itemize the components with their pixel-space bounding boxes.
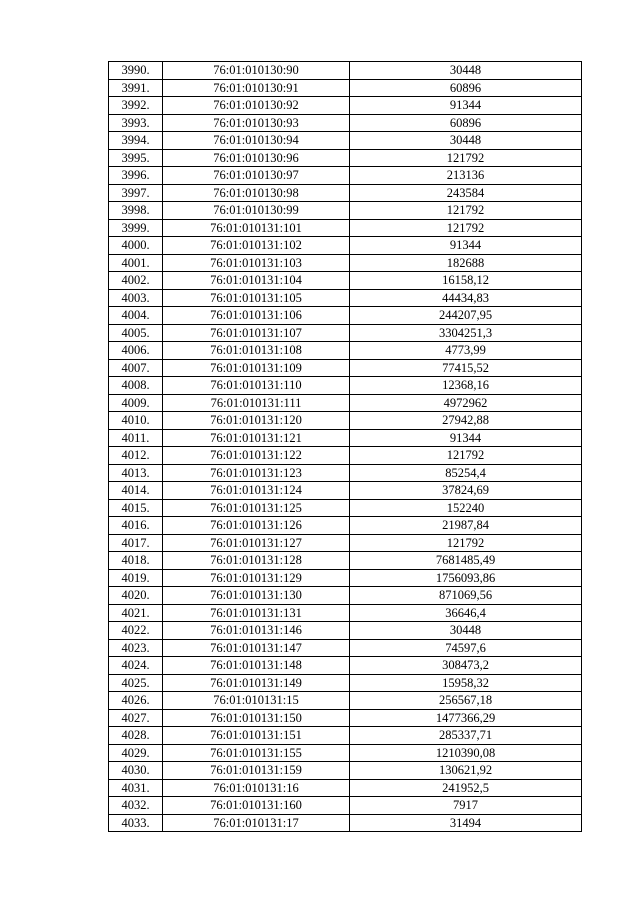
- table-row: [109, 342, 582, 360]
- value-cell: 77415,52: [350, 359, 582, 377]
- row-number-cell: 4018.: [109, 552, 163, 570]
- value-cell: 121792: [350, 219, 582, 237]
- cadastral-number-cell: 76:01:010131:104: [163, 272, 350, 290]
- value-cell: 91344: [350, 429, 582, 447]
- value-cell: 12368,16: [350, 377, 582, 395]
- row-number-cell: 4023.: [109, 639, 163, 657]
- value-cell: 285337,71: [350, 727, 582, 745]
- row-number-cell: 4007.: [109, 359, 163, 377]
- row-number-cell: 4009.: [109, 394, 163, 412]
- value-cell: 37824,69: [350, 482, 582, 500]
- value-cell: 7917: [350, 797, 582, 815]
- row-number-cell: 4000.: [109, 237, 163, 255]
- cadastral-number-cell: 76:01:010131:103: [163, 254, 350, 272]
- value-cell: 44434,83: [350, 289, 582, 307]
- cadastral-number-cell: 76:01:010131:125: [163, 499, 350, 517]
- table-row: [109, 167, 582, 185]
- value-cell: 30448: [350, 132, 582, 150]
- value-cell: 241952,5: [350, 779, 582, 797]
- table-row: [109, 604, 582, 622]
- cadastral-number-cell: 76:01:010131:123: [163, 464, 350, 482]
- row-number-cell: 3991.: [109, 79, 163, 97]
- table-row: [109, 394, 582, 412]
- row-number-cell: 4029.: [109, 744, 163, 762]
- cadastral-number-cell: 76:01:010130:97: [163, 167, 350, 185]
- cadastral-number-cell: 76:01:010131:101: [163, 219, 350, 237]
- cadastral-number-cell: 76:01:010131:159: [163, 762, 350, 780]
- value-cell: 4773,99: [350, 342, 582, 360]
- cadastral-number-cell: 76:01:010131:111: [163, 394, 350, 412]
- table-row: [109, 149, 582, 167]
- table-row: [109, 482, 582, 500]
- table-row: [109, 464, 582, 482]
- row-number-cell: 4033.: [109, 814, 163, 832]
- row-number-cell: 4027.: [109, 709, 163, 727]
- table-row: [109, 289, 582, 307]
- value-cell: 121792: [350, 202, 582, 220]
- row-number-cell: 4015.: [109, 499, 163, 517]
- cadastral-number-cell: 76:01:010131:127: [163, 534, 350, 552]
- table-row: [109, 132, 582, 150]
- row-number-cell: 4001.: [109, 254, 163, 272]
- value-cell: 4972962: [350, 394, 582, 412]
- row-number-cell: 3997.: [109, 184, 163, 202]
- cadastral-number-cell: 76:01:010131:126: [163, 517, 350, 535]
- cadastral-number-cell: 76:01:010131:128: [163, 552, 350, 570]
- value-cell: 74597,6: [350, 639, 582, 657]
- cadastral-number-cell: 76:01:010130:90: [163, 62, 350, 80]
- value-cell: 16158,12: [350, 272, 582, 290]
- row-number-cell: 4024.: [109, 657, 163, 675]
- cadastral-number-cell: 76:01:010131:147: [163, 639, 350, 657]
- table-row: [109, 237, 582, 255]
- row-number-cell: 3994.: [109, 132, 163, 150]
- row-number-cell: 3990.: [109, 62, 163, 80]
- row-number-cell: 4020.: [109, 587, 163, 605]
- cadastral-number-cell: 76:01:010130:94: [163, 132, 350, 150]
- table-row: [109, 744, 582, 762]
- value-cell: 308473,2: [350, 657, 582, 675]
- table-row: [109, 534, 582, 552]
- row-number-cell: 4022.: [109, 622, 163, 640]
- cadastral-number-cell: 76:01:010131:109: [163, 359, 350, 377]
- table-row: [109, 272, 582, 290]
- cadastral-value-table: [108, 61, 582, 832]
- value-cell: 1477366,29: [350, 709, 582, 727]
- table-row: [109, 552, 582, 570]
- value-cell: 31494: [350, 814, 582, 832]
- table-row: [109, 219, 582, 237]
- table-row: [109, 429, 582, 447]
- row-number-cell: 4019.: [109, 569, 163, 587]
- cadastral-number-cell: 76:01:010130:98: [163, 184, 350, 202]
- table-row: [109, 692, 582, 710]
- value-cell: 30448: [350, 62, 582, 80]
- table-row: [109, 324, 582, 342]
- table-row: [109, 114, 582, 132]
- table-row: [109, 254, 582, 272]
- cadastral-number-cell: 76:01:010131:149: [163, 674, 350, 692]
- row-number-cell: 3999.: [109, 219, 163, 237]
- cadastral-number-cell: 76:01:010131:15: [163, 692, 350, 710]
- cadastral-number-cell: 76:01:010131:146: [163, 622, 350, 640]
- value-cell: 91344: [350, 97, 582, 115]
- row-number-cell: 3992.: [109, 97, 163, 115]
- table-row: [109, 569, 582, 587]
- cadastral-number-cell: 76:01:010131:155: [163, 744, 350, 762]
- value-cell: 243584: [350, 184, 582, 202]
- value-cell: 27942,88: [350, 412, 582, 430]
- value-cell: 152240: [350, 499, 582, 517]
- table-row: [109, 79, 582, 97]
- value-cell: 30448: [350, 622, 582, 640]
- cadastral-number-cell: 76:01:010130:99: [163, 202, 350, 220]
- cadastral-number-cell: 76:01:010131:129: [163, 569, 350, 587]
- row-number-cell: 4031.: [109, 779, 163, 797]
- row-number-cell: 3996.: [109, 167, 163, 185]
- row-number-cell: 4021.: [109, 604, 163, 622]
- table-row: [109, 184, 582, 202]
- row-number-cell: 4013.: [109, 464, 163, 482]
- table-row: [109, 307, 582, 325]
- row-number-cell: 4030.: [109, 762, 163, 780]
- row-number-cell: 4017.: [109, 534, 163, 552]
- table-body: [109, 62, 582, 832]
- table-row: [109, 62, 582, 80]
- table-row: [109, 97, 582, 115]
- value-cell: 1756093,86: [350, 569, 582, 587]
- cadastral-number-cell: 76:01:010131:107: [163, 324, 350, 342]
- cadastral-number-cell: 76:01:010130:93: [163, 114, 350, 132]
- cadastral-number-cell: 76:01:010130:92: [163, 97, 350, 115]
- row-number-cell: 4006.: [109, 342, 163, 360]
- row-number-cell: 3995.: [109, 149, 163, 167]
- table-row: [109, 674, 582, 692]
- table-row: [109, 517, 582, 535]
- cadastral-number-cell: 76:01:010131:105: [163, 289, 350, 307]
- value-cell: 213136: [350, 167, 582, 185]
- table-row: [109, 359, 582, 377]
- value-cell: 121792: [350, 534, 582, 552]
- value-cell: 60896: [350, 79, 582, 97]
- value-cell: 7681485,49: [350, 552, 582, 570]
- cadastral-number-cell: 76:01:010131:148: [163, 657, 350, 675]
- value-cell: 121792: [350, 149, 582, 167]
- table-row: [109, 639, 582, 657]
- value-cell: 3304251,3: [350, 324, 582, 342]
- cadastral-number-cell: 76:01:010131:108: [163, 342, 350, 360]
- cadastral-number-cell: 76:01:010131:110: [163, 377, 350, 395]
- table-row: [109, 447, 582, 465]
- row-number-cell: 4005.: [109, 324, 163, 342]
- cadastral-number-cell: 76:01:010131:102: [163, 237, 350, 255]
- row-number-cell: 4002.: [109, 272, 163, 290]
- row-number-cell: 3998.: [109, 202, 163, 220]
- table-row: [109, 814, 582, 832]
- table-row: [109, 727, 582, 745]
- value-cell: 85254,4: [350, 464, 582, 482]
- row-number-cell: 4026.: [109, 692, 163, 710]
- row-number-cell: 3993.: [109, 114, 163, 132]
- table-row: [109, 797, 582, 815]
- row-number-cell: 4025.: [109, 674, 163, 692]
- cadastral-number-cell: 76:01:010131:150: [163, 709, 350, 727]
- table-row: [109, 762, 582, 780]
- row-number-cell: 4008.: [109, 377, 163, 395]
- row-number-cell: 4014.: [109, 482, 163, 500]
- value-cell: 36646,4: [350, 604, 582, 622]
- value-cell: 1210390,08: [350, 744, 582, 762]
- value-cell: 871069,56: [350, 587, 582, 605]
- cadastral-number-cell: 76:01:010130:91: [163, 79, 350, 97]
- value-cell: 15958,32: [350, 674, 582, 692]
- cadastral-number-cell: 76:01:010131:160: [163, 797, 350, 815]
- cadastral-number-cell: 76:01:010131:130: [163, 587, 350, 605]
- table-row: [109, 202, 582, 220]
- cadastral-number-cell: 76:01:010131:122: [163, 447, 350, 465]
- value-cell: 182688: [350, 254, 582, 272]
- table-row: [109, 412, 582, 430]
- value-cell: 130621,92: [350, 762, 582, 780]
- cadastral-number-cell: 76:01:010131:121: [163, 429, 350, 447]
- value-cell: 121792: [350, 447, 582, 465]
- cadastral-number-cell: 76:01:010130:96: [163, 149, 350, 167]
- row-number-cell: 4011.: [109, 429, 163, 447]
- table-row: [109, 587, 582, 605]
- value-cell: 91344: [350, 237, 582, 255]
- table-row: [109, 709, 582, 727]
- row-number-cell: 4012.: [109, 447, 163, 465]
- cadastral-number-cell: 76:01:010131:16: [163, 779, 350, 797]
- table-row: [109, 622, 582, 640]
- cadastral-number-cell: 76:01:010131:120: [163, 412, 350, 430]
- table-row: [109, 657, 582, 675]
- cadastral-number-cell: 76:01:010131:106: [163, 307, 350, 325]
- row-number-cell: 4016.: [109, 517, 163, 535]
- table-row: [109, 377, 582, 395]
- table-row: [109, 499, 582, 517]
- cadastral-number-cell: 76:01:010131:124: [163, 482, 350, 500]
- value-cell: 256567,18: [350, 692, 582, 710]
- cadastral-number-cell: 76:01:010131:131: [163, 604, 350, 622]
- row-number-cell: 4003.: [109, 289, 163, 307]
- row-number-cell: 4004.: [109, 307, 163, 325]
- value-cell: 60896: [350, 114, 582, 132]
- row-number-cell: 4010.: [109, 412, 163, 430]
- row-number-cell: 4032.: [109, 797, 163, 815]
- value-cell: 244207,95: [350, 307, 582, 325]
- row-number-cell: 4028.: [109, 727, 163, 745]
- cadastral-number-cell: 76:01:010131:17: [163, 814, 350, 832]
- table-row: [109, 779, 582, 797]
- value-cell: 21987,84: [350, 517, 582, 535]
- cadastral-number-cell: 76:01:010131:151: [163, 727, 350, 745]
